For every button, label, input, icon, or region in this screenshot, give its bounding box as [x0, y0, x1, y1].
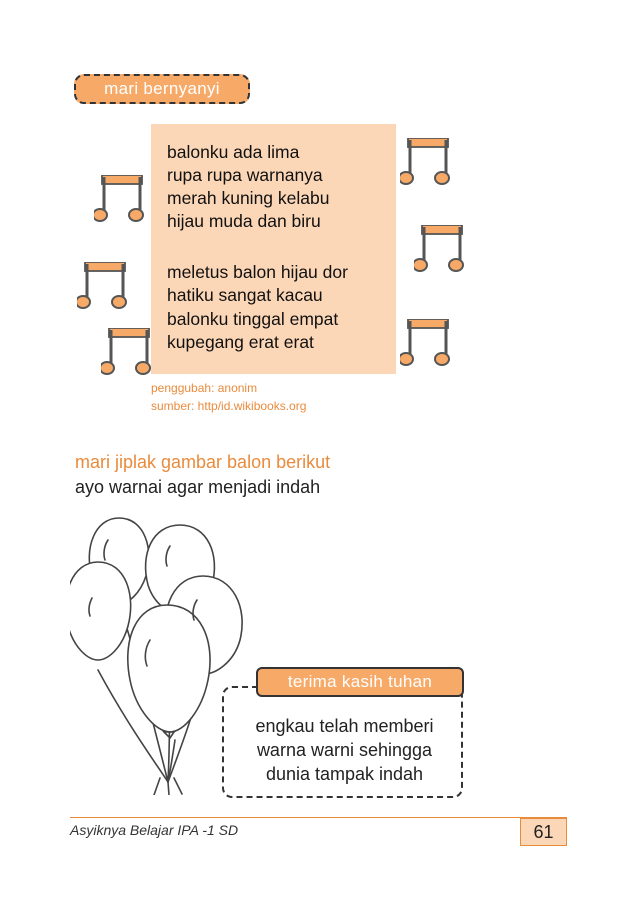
- thanks-tag: [256, 667, 464, 697]
- thanks-box: [222, 686, 463, 798]
- lyric-line: hatiku sangat kacau: [167, 285, 323, 305]
- sing-tag: [74, 74, 250, 104]
- instruction-color: ayo warnai agar menjadi indah: [75, 477, 321, 497]
- page-number-label: 61: [533, 821, 554, 842]
- song-author: penggubah: anonim: [151, 381, 258, 395]
- page-number: [520, 818, 567, 846]
- book-title: Asyiknya Belajar IPA -1 SD: [70, 822, 239, 838]
- lyric-line: rupa rupa warnanya: [167, 165, 323, 185]
- footer-divider: [70, 817, 567, 818]
- music-note-icon: [101, 328, 157, 376]
- lyric-line: hijau muda dan biru: [167, 211, 321, 231]
- lyric-line: balonku tinggal empat: [167, 309, 339, 329]
- thanks-line: warna warni sehingga: [256, 740, 433, 760]
- music-note-icon: [94, 175, 150, 223]
- music-note-icon: [400, 138, 456, 186]
- music-note-icon: [77, 262, 133, 310]
- lyric-line: kupegang erat erat: [167, 332, 314, 352]
- lyrics-box: [151, 124, 396, 374]
- lyric-line: merah kuning kelabu: [167, 188, 330, 208]
- thanks-tag-label: terima kasih tuhan: [287, 672, 433, 691]
- lyric-line: meletus balon hijau dor: [167, 262, 348, 282]
- music-note-icon: [414, 225, 470, 273]
- instruction-trace: mari jiplak gambar balon berikut: [75, 452, 331, 472]
- sing-tag-label: mari bernyanyi: [104, 79, 220, 98]
- lyric-line: balonku ada lima: [167, 142, 300, 162]
- song-source: sumber: http/id.wikibooks.org: [151, 399, 307, 413]
- music-note-icon: [400, 319, 456, 367]
- thanks-line: dunia tampak indah: [265, 764, 424, 784]
- thanks-line: engkau telah memberi: [255, 716, 434, 736]
